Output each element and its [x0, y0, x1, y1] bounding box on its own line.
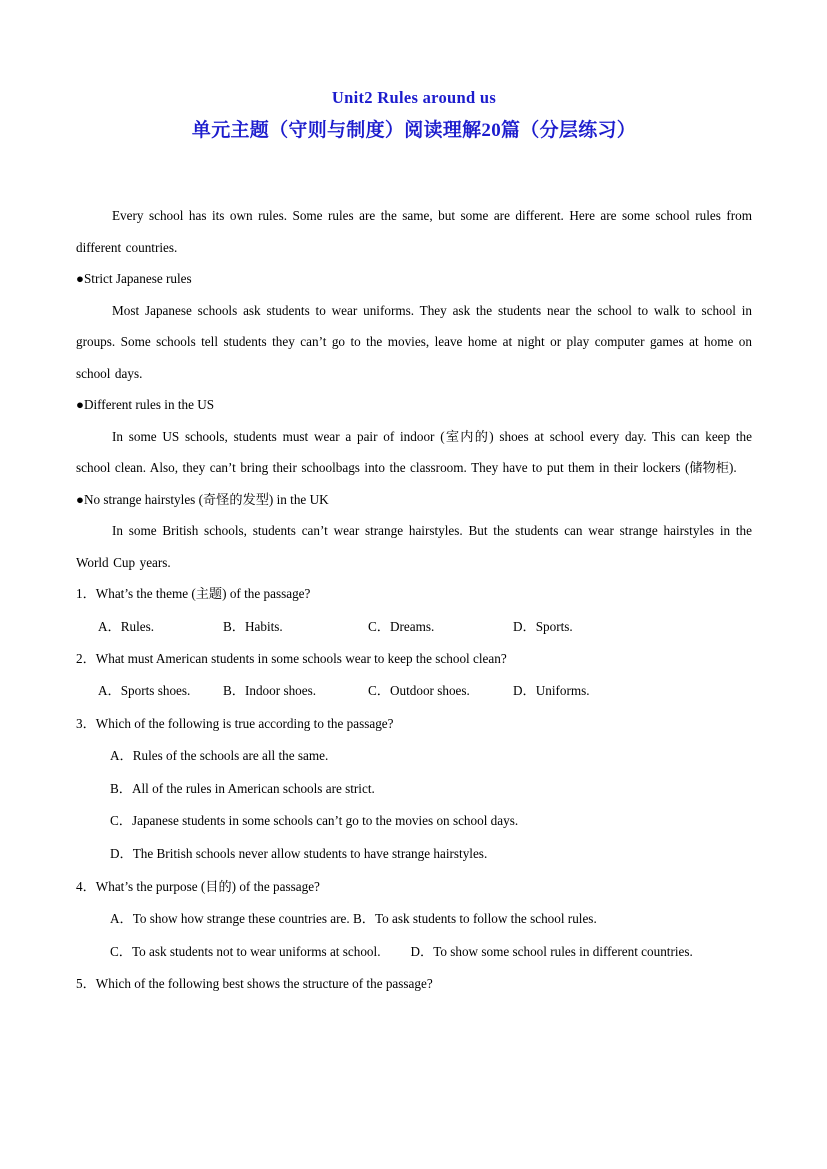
question-2-option-a[interactable]: A．Sports shoes.	[98, 683, 191, 699]
question-2-options	[76, 675, 752, 707]
question-4-number: 4．	[76, 878, 96, 894]
question-1-number: 1．	[76, 586, 96, 601]
question-2-option-c[interactable]: C．Outdoor shoes.	[368, 683, 470, 699]
title-spacer	[76, 148, 752, 200]
question-1-option-a[interactable]: A．Rules.	[98, 618, 155, 634]
question-3-option-a[interactable]: A．Rules of the schools are all the same.	[110, 748, 329, 764]
section-body-us: In some US schools, students must wear a pair of indoor (室内的) shoes at school every day. This can keep the school clean. Also, they can’t bring their schoolbags into the classroom. They have to put them in their lockers (储物柜).	[76, 428, 752, 475]
question-2-option-d[interactable]: D．Uniforms.	[513, 683, 590, 699]
section-heading-uk: ●No strange hairstyles (奇怪的发型) in the UK	[76, 491, 329, 507]
question-2-stem: What must American students in some schools wear to keep the school clean?	[95, 650, 507, 666]
question-5-stem: Which of the following best shows the structure of the passage?	[95, 976, 433, 992]
document-content	[76, 84, 752, 1001]
question-3-option-c[interactable]: C．Japanese students in some schools can’t go to the movies on school days.	[110, 813, 519, 829]
section-heading-us: ●Different rules in the US	[76, 397, 215, 412]
question-4-options-cd	[76, 936, 752, 969]
question-1-option-d[interactable]: D．Sports.	[513, 618, 573, 634]
question-1-stem: What’s the theme (主题) of the passage?	[95, 586, 311, 601]
page-title-cn: 单元主题（守则与制度）阅读理解20篇（分层练习）	[191, 120, 637, 141]
passage-intro: Every school has its own rules. Some rules are the same, but some are different. Here are some school rules from different countries.	[76, 208, 752, 255]
section-heading-japan: ●Strict Japanese rules	[76, 271, 192, 286]
question-1	[76, 578, 752, 611]
question-5	[76, 968, 752, 1001]
question-4-option-a[interactable]: A．To show how strange these countries are.	[110, 911, 350, 927]
question-4-stem: What’s the purpose (目的) of the passage?	[95, 878, 320, 894]
page-title-en: Unit2 Rules around us	[331, 88, 497, 107]
question-1-option-b[interactable]: B．Habits.	[223, 618, 283, 634]
question-4-options-ab	[76, 903, 752, 936]
question-3-stem: Which of the following is true according to the passage?	[95, 715, 394, 731]
question-3-option-d[interactable]: D．The British schools never allow students to have strange hairstyles.	[110, 845, 488, 861]
question-2-option-b[interactable]: B．Indoor shoes.	[223, 683, 317, 699]
section-body-uk: In some British schools, students can’t wear strange hairstyles. But the students can wear strange hairstyles in the World Cup years.	[76, 523, 752, 570]
question-4	[76, 871, 752, 904]
question-2-number: 2．	[76, 650, 96, 666]
section-body-japan: Most Japanese schools ask students to wear uniforms. They ask the students near the school to walk to school in groups. Some schools tell students they can’t go to the movies, leave home at night or play computer games at home on school days.	[76, 302, 752, 381]
question-3-option-b[interactable]: B．All of the rules in American schools are strict.	[110, 780, 375, 796]
question-2	[76, 643, 752, 676]
question-1-options	[76, 611, 752, 643]
question-4-option-d[interactable]: D．To show some school rules in different countries.	[410, 943, 693, 959]
question-4-option-c[interactable]: C．To ask students not to wear uniforms at school.	[110, 943, 381, 959]
question-4-option-b[interactable]: B．To ask students to follow the school rules.	[352, 911, 597, 927]
question-3-number: 3．	[76, 715, 96, 731]
question-1-option-c[interactable]: C．Dreams.	[368, 618, 435, 634]
question-5-number: 5．	[76, 976, 96, 992]
question-3	[76, 708, 752, 741]
